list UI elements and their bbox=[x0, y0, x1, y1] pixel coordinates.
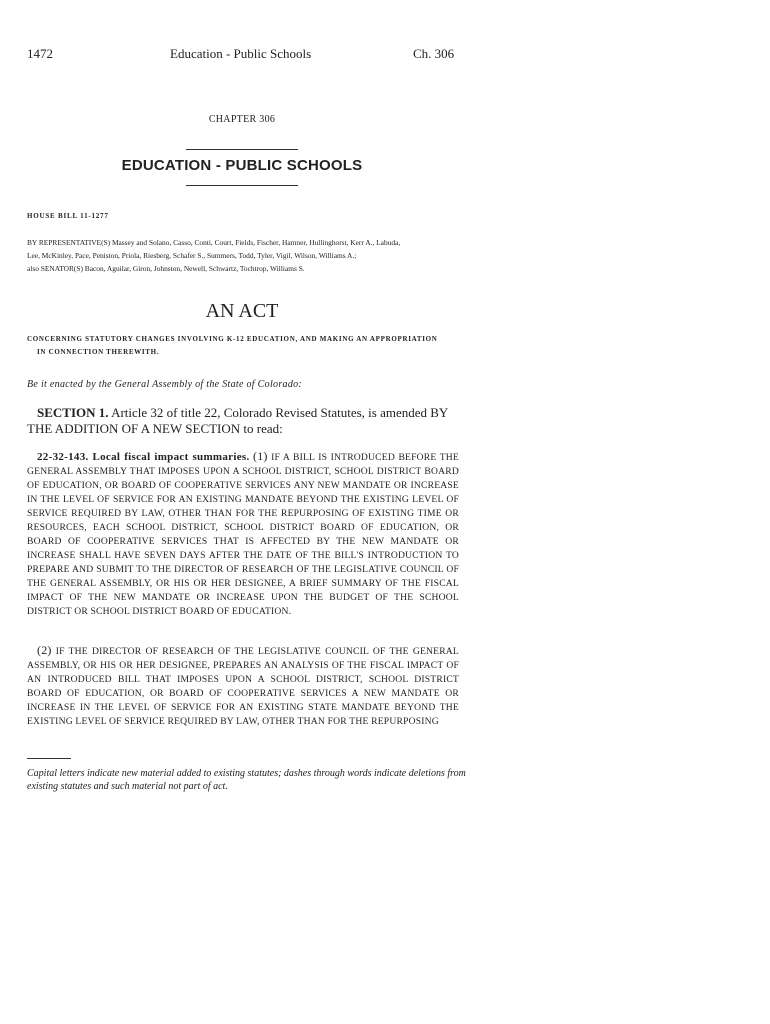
sponsors-line: Lee, McKinley, Pace, Peniston, Priola, Riesberg, Schafer S., Summers, Todd, Tyler, Vigil, Wilson, Williams A.; bbox=[27, 251, 357, 260]
sponsors-line: BY REPRESENTATIVE(S) Massey and Solano, Casso, Conti, Court, Fields, Fischer, Hamner, Hullinghorst, Kerr A., Labuda, bbox=[27, 238, 401, 247]
page-number: 1472 bbox=[27, 46, 53, 61]
section-text: Article 32 of title 22, Colorado Revised Statutes, is amended BY THE ADDITION OF A NEW SECTION to read: bbox=[27, 405, 448, 436]
title-rule-bottom bbox=[186, 185, 298, 186]
footnote: Capital letters indicate new material added to existing statutes; dashes through words indicate deletions from existing statutes and such material not part of act. bbox=[27, 768, 466, 792]
concerning-line: IN CONNECTION THEREWITH. bbox=[37, 348, 160, 356]
subsection-number: (2) bbox=[37, 643, 52, 657]
subsection-number: (1) bbox=[253, 449, 268, 463]
concerning-line: CONCERNING STATUTORY CHANGES INVOLVING K-12 EDUCATION, AND MAKING AN APPROPRIATION bbox=[27, 335, 438, 343]
document-title: EDUCATION - PUBLIC SCHOOLS bbox=[121, 157, 363, 174]
enacting-clause: Be it enacted by the General Assembly of the State of Colorado: bbox=[27, 379, 303, 390]
section-label: SECTION 1. bbox=[37, 405, 109, 420]
section-heading: 22-32-143. Local fiscal impact summaries. bbox=[37, 451, 250, 463]
sponsors-line: also SENATOR(S) Bacon, Aguilar, Giron, Johnston, Newell, Schwartz, Tochtrop, Williams S. bbox=[27, 264, 305, 273]
bill-number: HOUSE BILL 11-1277 bbox=[27, 212, 109, 220]
subsection-text: IF THE DIRECTOR OF RESEARCH OF THE LEGISLATIVE COUNCIL OF THE GENERAL ASSEMBLY, OR HIS OR HER DESIGNEE, PREPARES AN ANALYSIS OF THE FISCAL IMPACT OF AN INTRODUCED BILL THAT IMPOSES UPON A SCHOOL DISTRICT, SCHOOL DISTRICT BOARD OF EDUCATION, OR BOARD OF COOPERATIVE SERVICES A NEW MANDATE OR INCREASE IN THE LEVEL OF SERVICE FOR AN EXISTING STATE MANDATE BEYOND THE EXISTING LEVEL OF SERVICE REQUIRED BY LAW, OTHER THAN FOR THE REPURPOSING bbox=[27, 646, 459, 727]
an-act-heading: AN ACT bbox=[205, 300, 279, 322]
new-section-subsection-2 bbox=[27, 643, 459, 729]
sponsors bbox=[27, 236, 467, 275]
concerning-clause bbox=[27, 333, 467, 359]
subsection-text: IF A BILL IS INTRODUCED BEFORE THE GENERAL ASSEMBLY THAT IMPOSES UPON A SCHOOL DISTRICT, SCHOOL DISTRICT BOARD OF EDUCATION, OR BOARD OF COOPERATIVE SERVICES ANY NEW MANDATE OR INCREASE IN THE LEVEL OF SERVICE FOR AN EXISTING MANDATE BEYOND THE EXISTING LEVEL OF SERVICE REQUIRED BY LAW, OTHER THAN FOR THE REPURPOSING OF EXISTING TIME OR RESOURCES, EACH SCHOOL DISTRICT, SCHOOL DISTRICT BOARD OF EDUCATION, OR BOARD OF COOPERATIVE SERVICES THAT IS AFFECTED BY THE NEW MANDATE OR INCREASE SHALL HAVE SEVEN DAYS AFTER THE DATE OF THE BILL'S INTRODUCTION TO PREPARE AND SUBMIT TO THE DIRECTOR OF RESEARCH OF THE LEGISLATIVE COUNCIL OF THE GENERAL ASSEMBLY, OR HIS OR HER DESIGNEE, A BRIEF SUMMARY OF THE FISCAL IMPACT OF THE NEW MANDATE OR INCREASE UPON THE BUDGET OF THE SCHOOL DISTRICT OR SCHOOL DISTRICT BOARD OF EDUCATION. bbox=[27, 452, 459, 617]
section-1 bbox=[27, 405, 459, 437]
chapter-label: CHAPTER 306 bbox=[208, 114, 276, 125]
new-section-subsection-1 bbox=[27, 449, 459, 619]
running-title: Education - Public Schools bbox=[170, 46, 312, 61]
footnote-rule bbox=[27, 758, 71, 759]
chapter-reference: Ch. 306 bbox=[413, 46, 455, 61]
title-rule-top bbox=[186, 149, 298, 150]
